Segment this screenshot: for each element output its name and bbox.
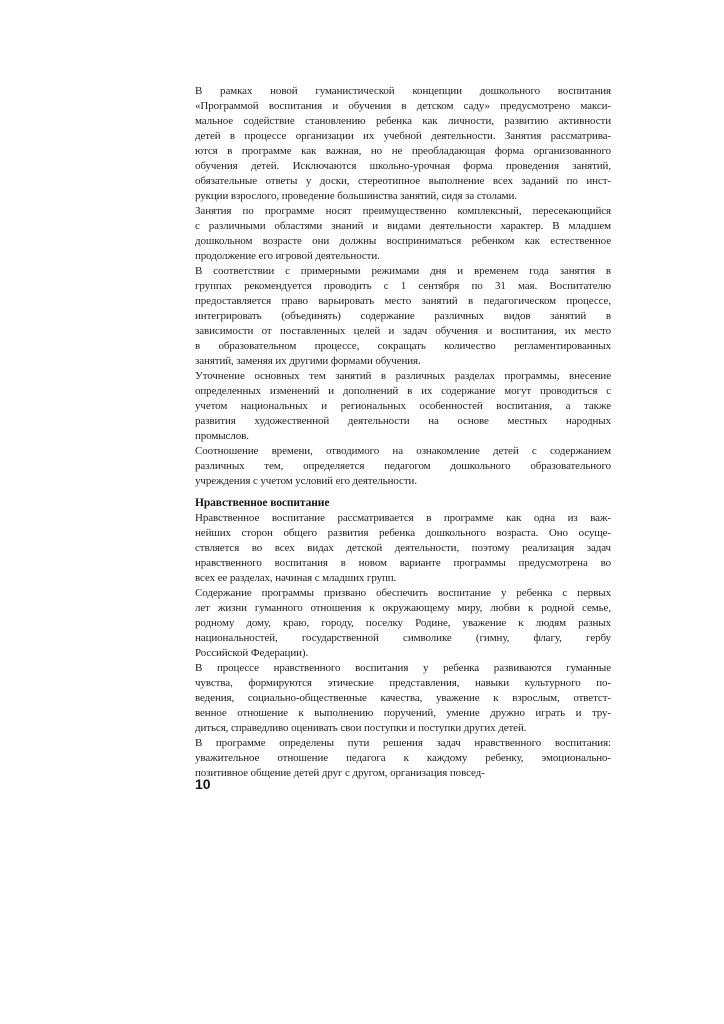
paragraph: [195, 204, 611, 264]
text-line: в образовательном процессе, сокращать количество регламентированных: [195, 340, 611, 352]
text-line: ствляется во всех видах детской деятельности, поэтому реализация задач: [195, 542, 611, 554]
paragraph: [195, 661, 611, 736]
text-line: родному дому, краю, городу, поселку Родине, уважение к людям разных: [195, 617, 611, 629]
text-line: определенных изменений и дополнений в их содержание могут проводиться с: [195, 385, 611, 397]
text-line: венное отношение к выполнению поручений, умение дружно играть и тру-: [195, 707, 611, 719]
text-line: обязательные ответы у доски, стереотипное выполнение всех заданий по инст-: [195, 175, 611, 187]
text-line: Нравственное воспитание рассматривается в программе как одна из важ-: [195, 512, 611, 524]
text-line: В рамках новой гуманистической концепции дошкольного воспитания: [195, 85, 611, 97]
text-line: с различными областями знаний и видами деятельности характер. В младшем: [195, 220, 611, 232]
text-line: промыслов.: [195, 430, 249, 442]
text-line: группах рекомендуется проводить с 1 сентября по 31 мая. Воспитателю: [195, 280, 611, 292]
text-line: обучения детей. Исключаются школьно-урочная форма проведения занятий,: [195, 160, 611, 172]
text-line: предоставляется право варьировать место занятий в педагогическом процессе,: [195, 295, 611, 307]
text-block: [195, 84, 611, 781]
text-line: интегрировать (объединять) содержание различных видов занятий в: [195, 310, 611, 322]
text-line: занятий, заменяя их другими формами обучения.: [195, 355, 421, 367]
text-line: Российской Федерации).: [195, 647, 309, 659]
text-line: ются в программе как важная, но не преобладающая форма организованного: [195, 145, 611, 157]
text-line: Соотношение времени, отводимого на ознакомление детей с содержанием: [195, 445, 611, 457]
text-line: национальностей, государственной символике (гимну, флагу, гербу: [195, 632, 611, 644]
text-line: чувства, формируются этические представления, навыки культурного по-: [195, 677, 611, 689]
text-line: уважительное отношение педагога к каждому ребенку, эмоционально-: [195, 752, 611, 764]
text-line: дошкольном возрасте они должны восприниматься ребенком как естественное: [195, 235, 611, 247]
paragraph: [195, 369, 611, 444]
paragraph: [195, 444, 611, 489]
text-line: В процессе нравственного воспитания у ребенка развиваются гуманные: [195, 662, 611, 674]
text-line: позитивное общение детей друг с другом, организация повсед-: [195, 767, 485, 779]
paragraph: [195, 264, 611, 369]
text-line: нейших сторон общего развития ребенка дошкольного возраста. Оно осуще-: [195, 527, 611, 539]
text-line: мальное содействие становлению ребенка как личности, развитию активности: [195, 115, 611, 127]
page-number: 10: [195, 776, 211, 792]
text-line: зависимости от поставленных целей и задач обучения и воспитания, их место: [195, 325, 611, 337]
text-line: учетом национальных и региональных особенностей воспитания, а также: [195, 400, 611, 412]
paragraph: [195, 736, 611, 781]
paragraph: [195, 586, 611, 661]
text-line: учреждения с учетом условий его деятельности.: [195, 475, 417, 487]
text-line: Уточнение основных тем занятий в различных разделах программы, внесение: [195, 370, 611, 382]
text-line: лет жизни гуманного отношения к окружающему миру, любви к родной семье,: [195, 602, 611, 614]
text-line: рукции взрослого, проведение большинства занятий, сидя за столами.: [195, 190, 517, 202]
section-heading: Нравственное воспитание: [195, 497, 330, 509]
text-line: «Программой воспитания и обучения в детском саду» предусмотрено макси-: [195, 100, 611, 112]
text-line: продолжение его игровой деятельности.: [195, 250, 380, 262]
text-line: нравственного воспитания в новом варианте программы предусмотрена во: [195, 557, 611, 569]
text-line: В программе определены пути решения задач нравственного воспитания:: [195, 737, 611, 749]
paragraph: [195, 511, 611, 586]
text-line: ведения, социально-общественные качества, уважение к взрослым, ответст-: [195, 692, 611, 704]
paragraph: [195, 84, 611, 204]
text-line: Занятия по программе носят преимущественно комплексный, пересекающийся: [195, 205, 611, 217]
text-line: различных тем, определяется педагогом дошкольного образовательного: [195, 460, 611, 472]
text-line: диться, справедливо оценивать свои поступки и поступки других детей.: [195, 722, 527, 734]
text-line: Содержание программы призвано обеспечить воспитание у ребенка с первых: [195, 587, 611, 599]
text-line: В соответствии с примерными режимами дня и временем года занятия в: [195, 265, 611, 277]
text-line: развития художественной деятельности на основе местных народных: [195, 415, 611, 427]
text-line: всех ее разделах, начиная с младших групп.: [195, 572, 397, 584]
text-line: детей в процессе организации их учебной деятельности. Занятия рассматрива-: [195, 130, 611, 142]
